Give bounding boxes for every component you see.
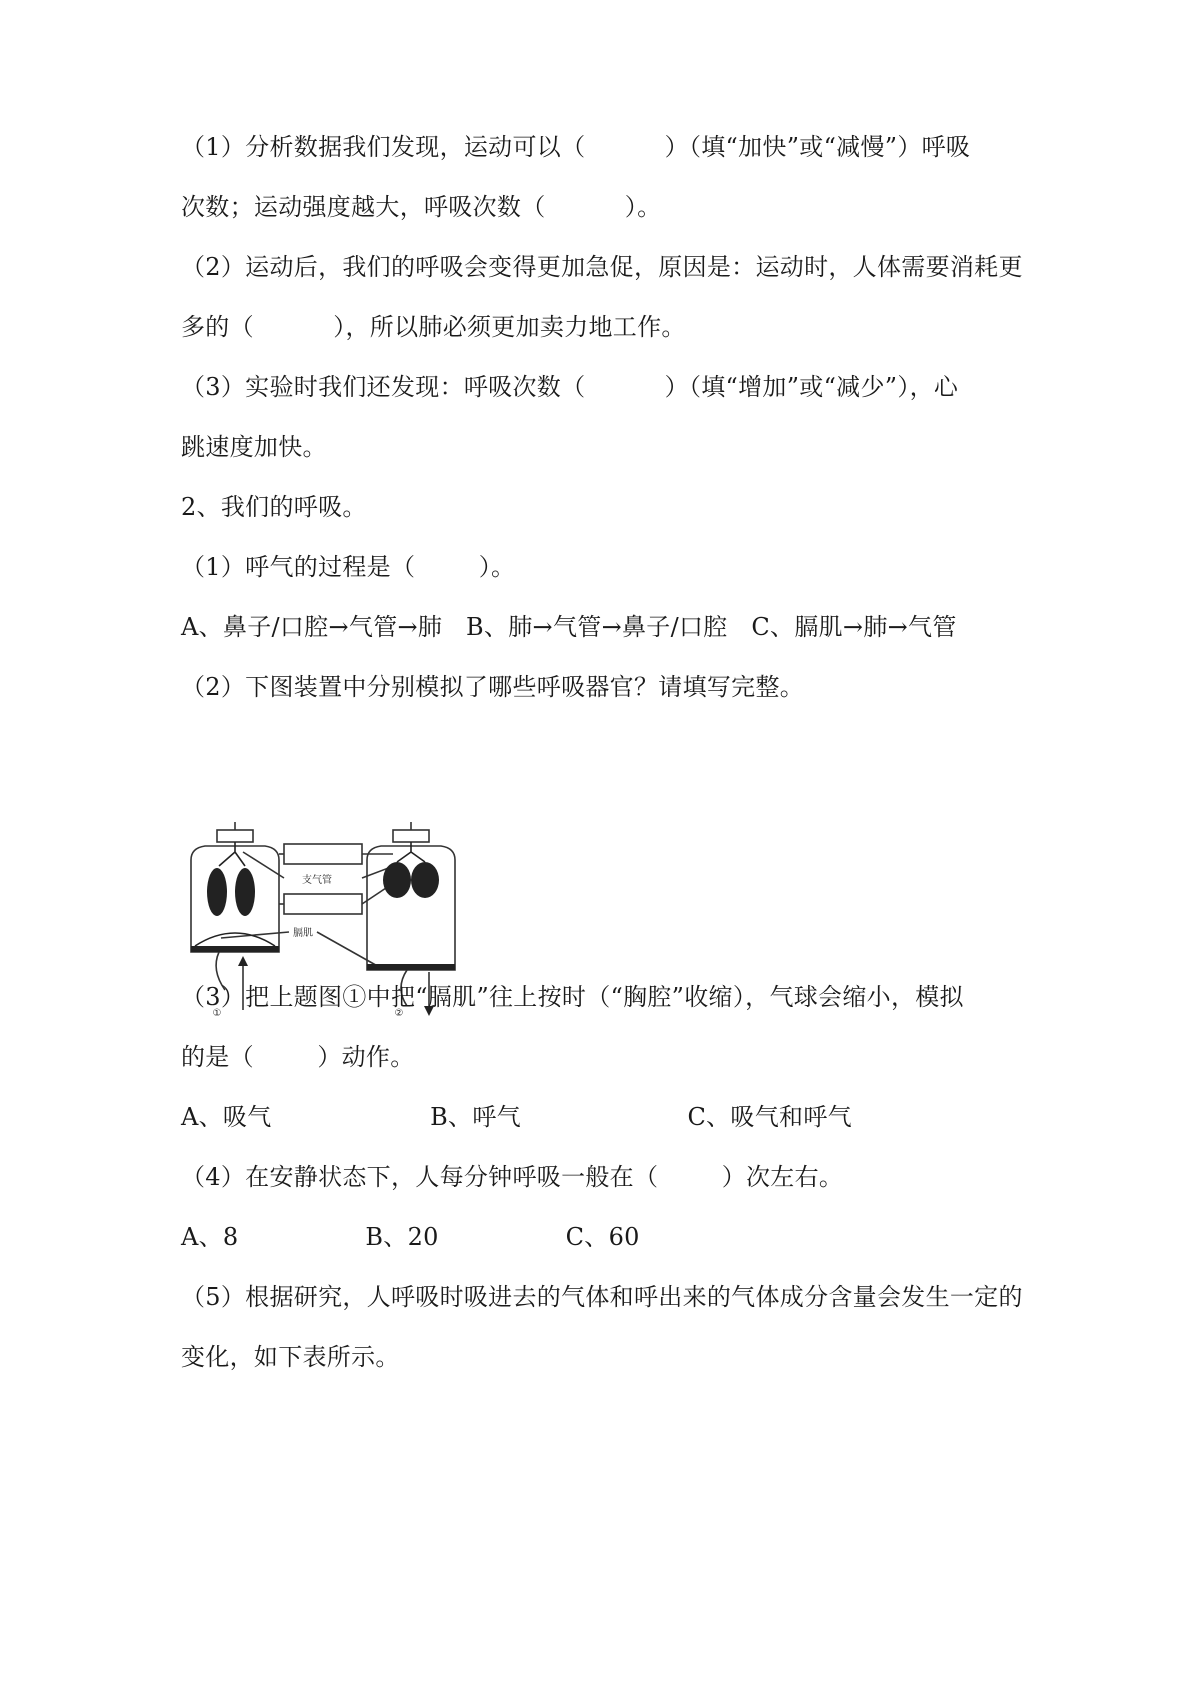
q2-1-line: （1）呼气的过程是（ ）。 [181, 553, 516, 581]
q1-1-line-1: （1）分析数据我们发现，运动可以（ ）（填“加快”或“减慢”）呼吸 [181, 133, 971, 161]
label-figure-one: ① [212, 1008, 222, 1019]
label-box-bottom [284, 894, 362, 914]
q2-4-options: A、8 B、20 C、60 [181, 1223, 640, 1251]
jar1-lung-right [235, 868, 255, 916]
q2-3-line-2: 的是（ ）动作。 [181, 1043, 415, 1071]
q2-3-options: A、吸气 B、呼气 C、吸气和呼气 [181, 1103, 852, 1131]
jar2-lung-right [411, 862, 439, 898]
q1-3-line-2: 跳速度加快。 [181, 433, 327, 461]
label-figure-two: ② [394, 1008, 404, 1019]
jar1-diaphragm [191, 946, 279, 952]
q1-2-line-1: （2）运动后，我们的呼吸会变得更加急促，原因是：运动时，人体需要消耗更 [181, 253, 1023, 281]
q2-2-line: （2）下图装置中分别模拟了哪些呼吸器官？请填写完整。 [181, 673, 805, 701]
jar2-lung-left [383, 862, 411, 898]
q2-5-line-2: 变化，如下表所示。 [181, 1343, 400, 1371]
label-diaphragm: 膈肌 [293, 928, 313, 939]
label-bronchi: 支气管 [302, 875, 332, 886]
q1-1-line-2: 次数；运动强度越大，呼吸次数（ ）。 [181, 193, 662, 221]
jar2-diaphragm [367, 964, 455, 970]
jar1-lung-left [207, 868, 227, 916]
q1-3-line-1: （3）实验时我们还发现：呼吸次数（ ）（填“增加”或“减少”），心 [181, 373, 959, 401]
jar2-body [367, 846, 455, 970]
jar2-stopper [393, 830, 429, 842]
label-box-top [284, 844, 362, 864]
section-2-heading: 2、我们的呼吸。 [181, 493, 367, 521]
q1-2-line-2: 多的（ ），所以肺必须更加卖力地工作。 [181, 313, 686, 341]
q2-3-line-1: （3）把上题图①中把“膈肌”往上按时（“胸腔”收缩），气球会缩小，模拟 [181, 983, 964, 1011]
q2-4-line: （4）在安静状态下，人每分钟呼吸一般在（ ）次左右。 [181, 1163, 844, 1191]
q2-5-line-1: （5）根据研究，人呼吸时吸进去的气体和呼出来的气体成分含量会发生一定的 [181, 1283, 1023, 1311]
jar1-stopper [217, 830, 253, 842]
q2-1-options: A、鼻子/口腔→气管→肺 B、肺→气管→鼻子/口腔 C、膈肌→肺→气管 [181, 613, 957, 641]
